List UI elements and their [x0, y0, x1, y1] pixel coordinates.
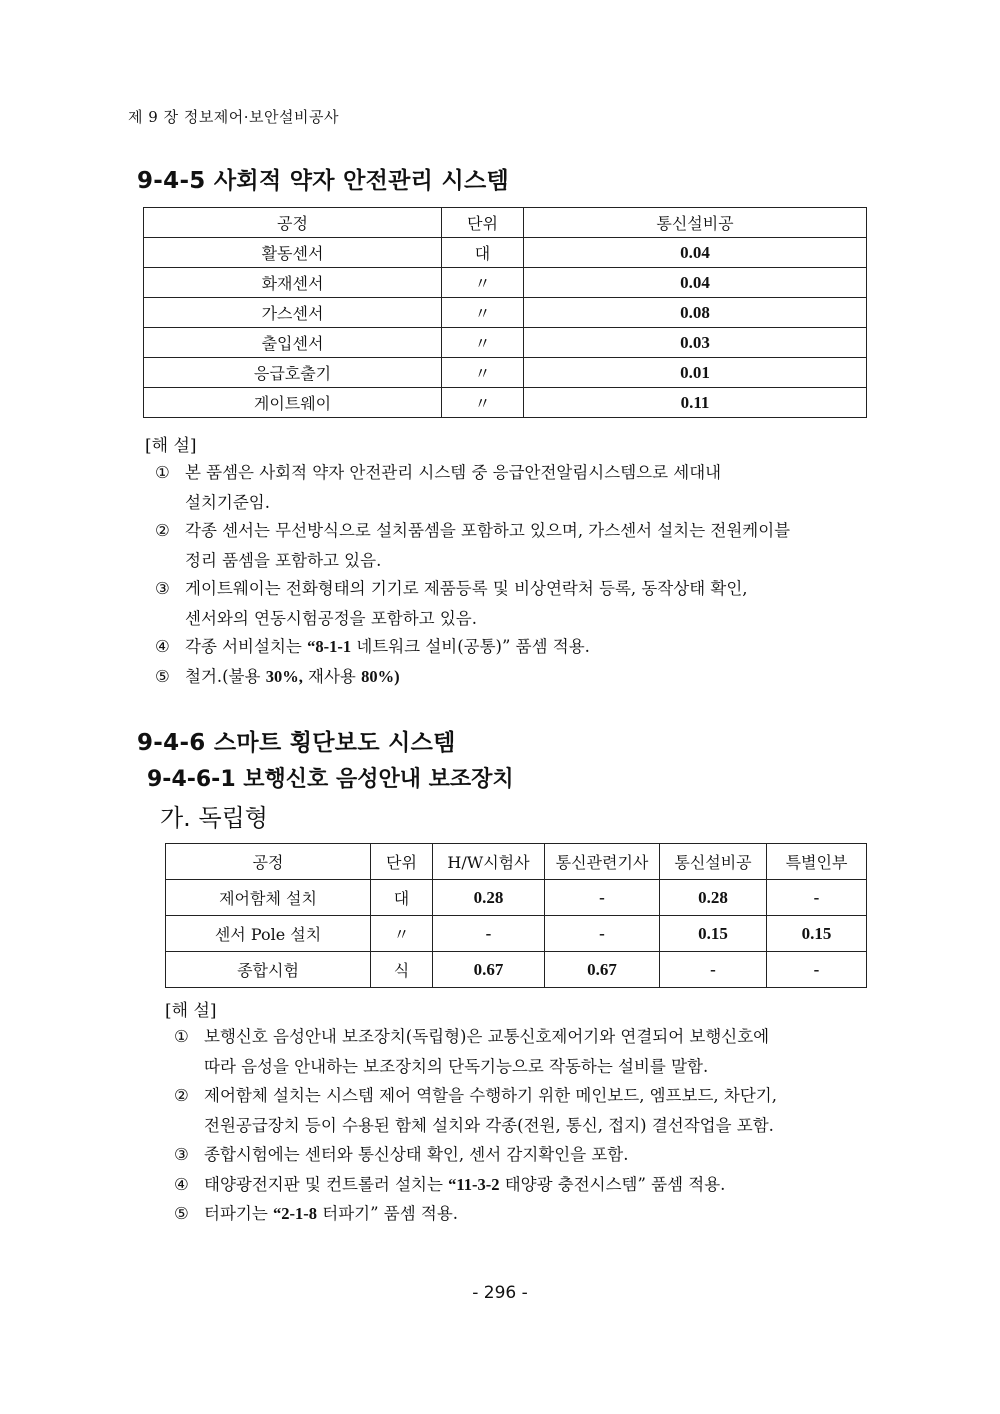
table-row	[144, 298, 867, 328]
note-item	[174, 1140, 879, 1170]
note-item	[155, 574, 875, 634]
note-percent: 80%)	[361, 667, 400, 686]
cell-process: 응급호출기	[144, 358, 442, 388]
note-line: 본 품셈은 사회적 약자 안전관리 시스템 중 응급안전알림시스템으로 세대내	[185, 463, 722, 482]
cell-value: 0.04	[524, 238, 867, 268]
cell-process: 제어함체 설치	[166, 880, 371, 916]
note-number: ④	[174, 1175, 189, 1194]
col-header-comm-engineer: 통신관련기사	[545, 844, 660, 880]
cell-value: 0.03	[524, 328, 867, 358]
col-header-unit: 단위	[442, 208, 524, 238]
cell-process: 종합시험	[166, 952, 371, 988]
cell-value: 0.28	[433, 880, 545, 916]
cell-value: -	[545, 880, 660, 916]
cell-process: 가스센서	[144, 298, 442, 328]
explanation-label: [해 설]	[165, 1001, 217, 1021]
cell-value: -	[767, 880, 867, 916]
table-header-row	[166, 844, 867, 880]
cell-process: 출입센서	[144, 328, 442, 358]
note-percent: 30%,	[265, 667, 303, 686]
cell-value: 0.15	[767, 916, 867, 952]
note-number: ①	[155, 463, 170, 482]
note-item	[155, 458, 875, 518]
note-line: 따라 음성을 안내하는 보조장치의 단독기능으로 작동하는 설비를 말함.	[204, 1057, 709, 1076]
note-line: 보행신호 음성안내 보조장치(독립형)은 교통신호제어기와 연결되어 보행신호에	[204, 1027, 770, 1046]
page-number: - 296 -	[472, 1283, 528, 1303]
note-line: 종합시험에는 센터와 통신상태 확인, 센서 감지확인을 포함.	[204, 1145, 629, 1164]
col-header-process: 공정	[166, 844, 371, 880]
table-row	[144, 268, 867, 298]
note-item	[174, 1022, 879, 1082]
cell-process: 화재센서	[144, 268, 442, 298]
cell-value: 0.67	[545, 952, 660, 988]
table-row	[166, 952, 867, 988]
table-9-4-6-1	[165, 843, 867, 988]
note-line: 센서와의 연동시험공정을 포함하고 있음.	[185, 609, 477, 628]
cell-value: -	[660, 952, 767, 988]
note-text: 네트워크 설비(공통)” 품셈 적용.	[351, 637, 590, 656]
cell-unit: 〃	[371, 916, 433, 952]
cell-value: 0.15	[660, 916, 767, 952]
cell-value: -	[433, 916, 545, 952]
note-number: ②	[155, 521, 170, 540]
cell-value: 0.11	[524, 388, 867, 418]
note-text: 재사용	[302, 667, 362, 686]
table-row	[144, 358, 867, 388]
note-ref-number: “8-1-1	[307, 637, 352, 656]
note-ref-number: “2-1-8	[273, 1204, 318, 1223]
note-number: ③	[174, 1145, 189, 1164]
note-item	[155, 516, 875, 576]
subsection-title: 9-4-6-1 보행신호 음성안내 보조장치	[147, 767, 514, 792]
cell-unit: 대	[442, 238, 524, 268]
col-header-process: 공정	[144, 208, 442, 238]
table-row	[144, 328, 867, 358]
note-text: 터파기” 품셈 적용.	[317, 1204, 459, 1223]
note-text: 철거.(불용	[185, 667, 266, 686]
cell-unit: 〃	[442, 328, 524, 358]
section-title-9-4-5: 9-4-5 사회적 약자 안전관리 시스템	[137, 168, 510, 194]
col-header-comm-worker: 통신설비공	[660, 844, 767, 880]
note-number: ②	[174, 1086, 189, 1105]
table-row	[166, 916, 867, 952]
table-9-4-5	[143, 207, 867, 418]
cell-unit: 대	[371, 880, 433, 916]
cell-unit: 〃	[442, 388, 524, 418]
cell-unit: 〃	[442, 268, 524, 298]
chapter-header: 제 9 장 정보제어·보안설비공사	[128, 108, 339, 126]
cell-unit: 〃	[442, 358, 524, 388]
cell-value: -	[767, 952, 867, 988]
note-line: 각종 센서는 무선방식으로 설치품셈을 포함하고 있으며, 가스센서 설치는 전원케이블	[185, 521, 791, 540]
note-item	[155, 632, 875, 662]
note-number: ③	[155, 579, 170, 598]
cell-value: 0.01	[524, 358, 867, 388]
table-row	[166, 880, 867, 916]
note-item	[174, 1170, 879, 1200]
note-line: 정리 품셈을 포함하고 있음.	[185, 551, 382, 570]
cell-process: 게이트웨이	[144, 388, 442, 418]
note-ref-number: “11-3-2	[448, 1175, 500, 1194]
cell-unit: 〃	[442, 298, 524, 328]
section-title-9-4-6: 9-4-6 스마트 횡단보도 시스템	[137, 730, 456, 756]
col-header-special-worker: 특별인부	[767, 844, 867, 880]
note-number: ⑤	[155, 667, 170, 686]
note-line: 설치기준임.	[185, 493, 270, 512]
cell-process: 센서 Pole 설치	[166, 916, 371, 952]
table-header-row	[144, 208, 867, 238]
note-text: 태양광 충전시스템” 품셈 적용.	[499, 1175, 726, 1194]
note-item	[174, 1199, 879, 1229]
note-line: 전원공급장치 등이 수용된 함체 설치와 각종(전원, 통신, 접지) 결선작업을 포함.	[204, 1116, 774, 1135]
explanation-label: [해 설]	[145, 436, 197, 456]
col-header-hw-tester: H/W시험사	[433, 844, 545, 880]
cell-value: -	[545, 916, 660, 952]
note-text: 태양광전지판 및 컨트롤러 설치는	[204, 1175, 449, 1194]
cell-unit: 식	[371, 952, 433, 988]
note-line: 게이트웨이는 전화형태의 기기로 제품등록 및 비상연락처 등록, 동작상태 확인,	[185, 579, 748, 598]
cell-value: 0.67	[433, 952, 545, 988]
note-item	[155, 662, 875, 692]
note-number: ⑤	[174, 1204, 189, 1223]
note-text: 각종 서비설치는	[185, 637, 308, 656]
table-row	[144, 388, 867, 418]
note-number: ④	[155, 637, 170, 656]
note-item	[174, 1081, 879, 1141]
note-number: ①	[174, 1027, 189, 1046]
table-row	[144, 238, 867, 268]
cell-value: 0.04	[524, 268, 867, 298]
subsubsection-title: 가. 독립형	[160, 804, 268, 832]
cell-value: 0.08	[524, 298, 867, 328]
note-text: 터파기는	[204, 1204, 274, 1223]
cell-value: 0.28	[660, 880, 767, 916]
note-line: 제어함체 설치는 시스템 제어 역할을 수행하기 위한 메인보드, 엠프보드, 차단기,	[204, 1086, 777, 1105]
col-header-unit: 단위	[371, 844, 433, 880]
col-header-comm-worker: 통신설비공	[524, 208, 867, 238]
cell-process: 활동센서	[144, 238, 442, 268]
